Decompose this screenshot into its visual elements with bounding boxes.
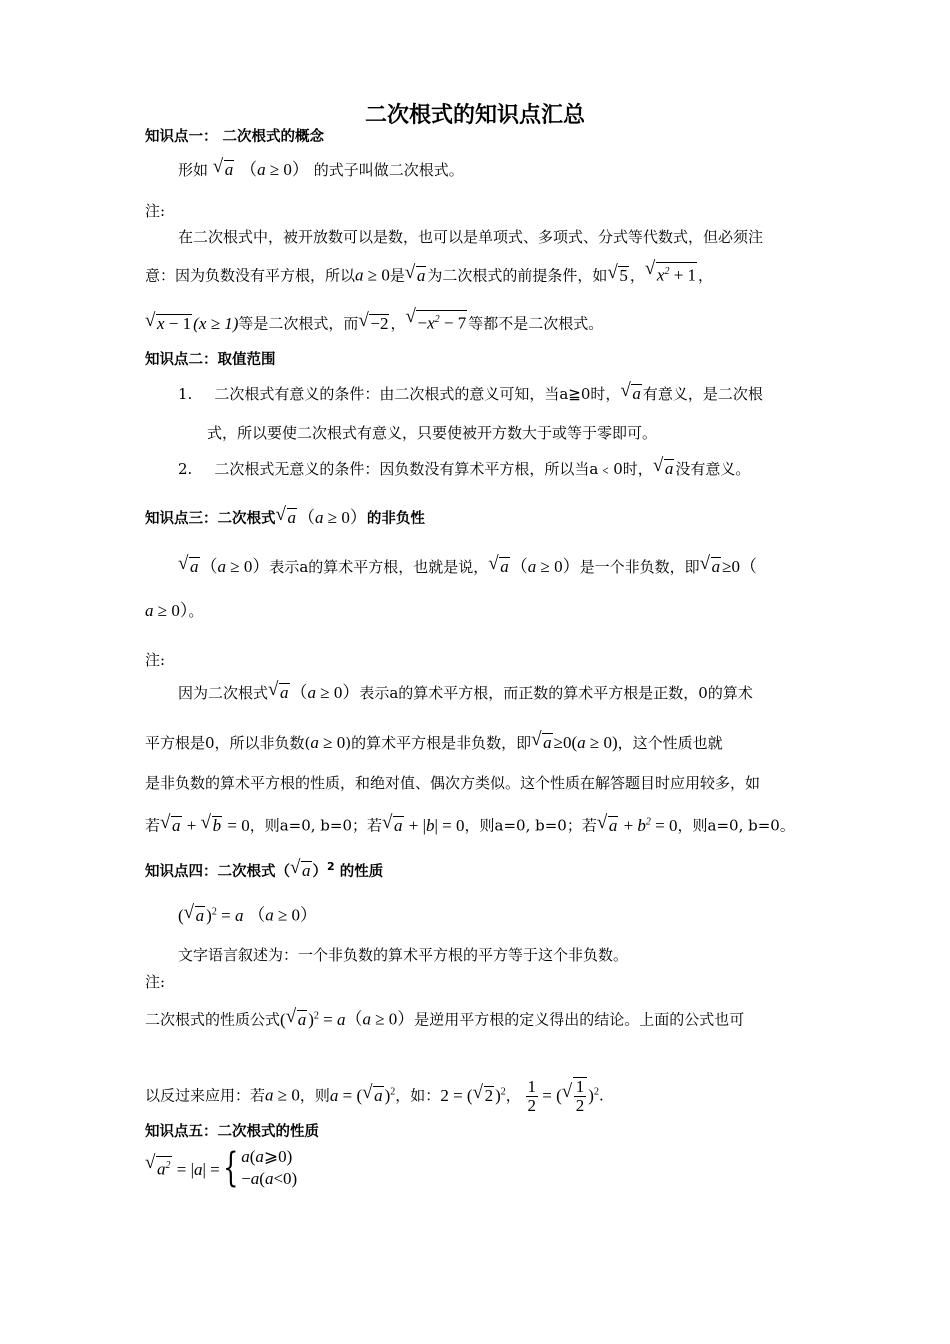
formula-sqrt-minus-2: √ −2 xyxy=(358,314,390,333)
formula-sqrt-a: √ a xyxy=(620,384,643,403)
formula-sqrt-a: √ a xyxy=(268,683,291,702)
section-4-heading: 知识点四：二次根式（√ a ）$^2$ 的性质 xyxy=(145,857,810,882)
formula-sqrt-a: √ a xyxy=(488,557,511,576)
formula-condition: （a ≥ 0） xyxy=(298,508,367,527)
formula-piecewise-cases: a(a⩾0) −a(a<0) xyxy=(241,1147,298,1188)
section-3-note-4: 若√ a + √ b = 0，则a=0, b=0；若√ a + |b| = 0，则a=0, b=0；若√ $a + b^2 = 0$，则a=0, b=0。 xyxy=(145,812,810,836)
section-1-definition: 形如 √ a （a ≥ 0） 的式子叫做二次根式。 xyxy=(178,160,810,180)
formula-condition: （a ≥ 0） xyxy=(345,1009,415,1029)
section-2-item-1: 1. 二次根式有意义的条件：由二次根式的意义可知，当a≧0时，√ a 有意义，是二次根 xyxy=(178,384,810,404)
section-3-line-1: √ a （a ≥ 0）表示a的算术平方根，也就是说，√ a （a ≥ 0）是一个非负数，即√ a ≥0（ xyxy=(178,557,810,577)
section-3-note-1: 因为二次根式√ a （a ≥ 0）表示a的算术平方根，而正数的算术平方根是正数，0的算术 xyxy=(178,683,810,703)
formula-sqrt-a-ge-0: √ a ≥0(a ≥ 0) xyxy=(531,733,618,752)
formula-sqrt-5: √ 5 xyxy=(607,266,630,285)
formula-sqrt-a2-eq-abs-a: √ $a^2 = |a|$ = xyxy=(145,1160,220,1179)
section-3-heading: 知识点三：二次根式√ a （a ≥ 0）的非负性 xyxy=(145,508,810,529)
formula-sqrt-minus-x2-minus-7: √ $-x^2 - 7$ xyxy=(405,314,468,333)
formula-sqrt-a-plus-b2: √ $a + b^2 = 0$ xyxy=(597,816,678,835)
formula-sqrt-x-minus-1: √ x − 1 (x ≥ 1) xyxy=(145,314,238,333)
section-1-heading: 知识点一： 二次根式的概念 xyxy=(145,129,325,145)
section-4-note-label: 注: xyxy=(145,973,166,991)
section-3-note-3: 是非负数的算术平方根的性质，和绝对值、偶次方类似。这个性质在解答题目时应用较多，如 xyxy=(145,774,761,792)
formula-sqrt-a-plus-abs-b: √ a + |b| = 0 xyxy=(382,816,465,835)
formula-a-eq-sqrt-a-squared: a = (√ a )$^2$ xyxy=(330,1086,395,1105)
formula-condition: （a ≥ 0） xyxy=(248,905,318,925)
section-1-note-label: 注: xyxy=(145,202,166,220)
formula-a-ge-0: a ≥ 0） xyxy=(145,601,189,620)
formula-sqrt-a: √ a xyxy=(178,557,201,576)
section-1-note-p2: 意：因为负数没有平方根，所以a ≥ 0是√ a 为二次根式的前提条件，如√ 5 ，√ $x^2 + 1$ ， xyxy=(145,262,810,286)
section-2-heading: 知识点二：取值范围 xyxy=(145,352,276,368)
section-1-note-p3: √ x − 1 (x ≥ 1)等是二次根式，而√ −2 ，√ $-x^2 - 7$ 等都不是二次根式。 xyxy=(145,310,810,334)
section-4-description: 文字语言叙述为：一个非负数的算术平方根的平方等于这个非负数。 xyxy=(178,946,629,964)
section-1-note-p1: 在二次根式中，被开放数可以是数，也可以是单项式、多项式、分式等代数式，但必须注 xyxy=(178,228,764,246)
formula-condition: （a ≥ 0） xyxy=(240,160,309,179)
page-title: 二次根式的知识点汇总 xyxy=(364,103,585,128)
section-3-note-2: 平方根是0，所以非负数(a ≥ 0)的算术平方根是非负数，即√ a ≥0(a ≥ 0)，这个性质也就 xyxy=(145,733,810,753)
formula-sqrt-a: √ a xyxy=(213,160,236,179)
section-2-item-1-cont: 式，所以要使二次根式有意义，只要使被开方数大于或等于零即可。 xyxy=(207,424,658,442)
section-3-line-2: a ≥ 0）。 xyxy=(145,601,204,620)
section-5-heading: 知识点五：二次根式的性质 xyxy=(145,1124,319,1140)
formula-half-eq-sqrt-half-squared: $\frac{1}{2}$ = ( √ $\frac{1}{2}$ )$^2$ xyxy=(526,1086,599,1105)
section-3-note-label: 注: xyxy=(145,651,166,669)
section-4-note-1: 二次根式的性质公式(√ a )$^2$ = a（a ≥ 0）是逆用平方根的定义得出的结论。上面的公式也可 xyxy=(145,1006,810,1030)
formula-a-ge-0: a ≥ 0 xyxy=(355,265,390,285)
section-4-note-2: 以反过来应用：若a ≥ 0，则a = (√ a )$^2$，如：2 = (√ 2 )$^2$， $\frac{1}{2}$ = ( √ $\frac{1}{2}$ )$^2$. xyxy=(145,1074,810,1115)
formula-sqrt-a: √ a xyxy=(276,508,299,527)
section-4-formula xyxy=(178,902,810,926)
formula-sqrt-a-squared-eq-a: (√ a )$^2$ = a xyxy=(280,1010,345,1029)
section-2-item-2: 2. 二次根式无意义的条件：因负数没有算术平方根，所以当a﹤0时，√ a 没有意义。 xyxy=(178,459,810,479)
formula-condition: （a ≥ 0） xyxy=(200,557,270,576)
formula-sqrt-a-plus-sqrt-b: √ a + √ b = 0 xyxy=(160,816,250,835)
formula-a-ge-0: a ≥ 0 xyxy=(265,1085,300,1105)
formula-sqrt-x2-plus-1: √ $x^2 + 1$ xyxy=(645,266,698,285)
formula-sqrt-a-ge-0: √ a ≥0（ xyxy=(700,557,757,576)
formula-sqrt-a: √ a xyxy=(653,459,676,478)
formula-a-ge-0: a ≥ 0 xyxy=(310,733,346,752)
formula-condition: （a ≥ 0） xyxy=(510,557,580,576)
formula-sqrt-a-squared-eq-a: (√ a )$^2$ = a xyxy=(178,906,243,925)
formula-2-eq-sqrt-2-squared: 2 = (√ 2 )$^2$ xyxy=(440,1086,505,1105)
formula-sqrt-a: √ a xyxy=(290,861,313,880)
section-5-formula: √ $a^2 = |a|$ ={ a(a⩾0) −a(a<0) xyxy=(145,1146,810,1198)
formula-condition: （a ≥ 0） xyxy=(290,683,360,702)
formula-sqrt-a: √ a xyxy=(405,266,428,285)
